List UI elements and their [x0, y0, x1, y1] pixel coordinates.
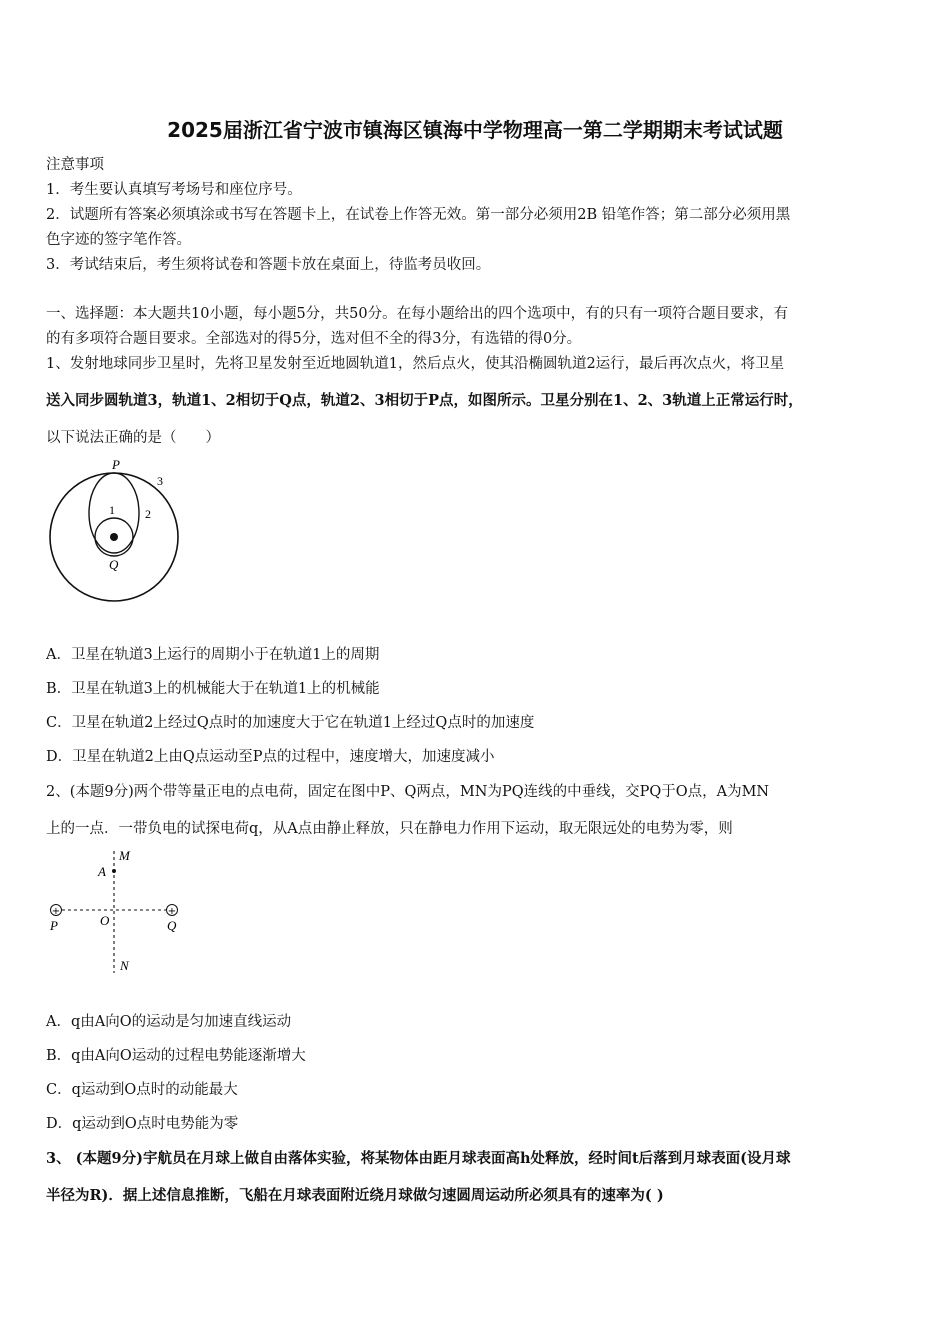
notice-item: 2．试题所有答案必须填涂或书写在答题卡上，在试卷上作答无效。第一部分必须用2B 铅笔作答；第二部分必须用黑 — [46, 207, 791, 223]
question-2-option-a: A．q由A向O的运动是匀加速直线运动 — [46, 1014, 292, 1030]
question-1-stem: 以下说法正确的是（ ） — [46, 430, 220, 446]
page-title: 2025届浙江省宁波市镇海区镇海中学物理高一第二学期期末考试试题 — [167, 118, 783, 142]
section-intro: 的有多项符合题目要求。全部选对的得5分，选对但不全的得3分，有选错的得0分。 — [46, 331, 582, 347]
label-p: P — [112, 457, 120, 472]
section-intro: 一、选择题：本大题共10小题，每小题5分，共50分。在每小题给出的四个选项中，有的只有一项符合题目要求，有 — [46, 306, 789, 322]
question-2-stem: 2、(本题9分)两个带等量正电的点电荷，固定在图中P、Q两点，MN为PQ连线的中垂线，交PQ于O点，A为MN — [46, 784, 770, 800]
question-1-stem: 1、发射地球同步卫星时，先将卫星发射至近地圆轨道1，然后点火，使其沿椭圆轨道2运行，最后再次点火，将卫星 — [46, 356, 785, 372]
notice-heading: 注意事项 — [46, 157, 104, 173]
label-orbit-1: 1 — [109, 503, 115, 517]
question-3-stem: 半径为R)．据上述信息推断，飞船在月球表面附近绕月球做匀速圆周运动所必须具有的速率为( ) — [46, 1187, 664, 1204]
orbit-diagram — [46, 455, 186, 610]
point-a — [112, 869, 116, 873]
notice-item: 色字迹的签字笔作答。 — [46, 232, 191, 248]
label-q: Q — [109, 557, 119, 572]
label-q: Q — [167, 918, 177, 933]
label-m: M — [119, 848, 130, 863]
question-1-option-c: C．卫星在轨道2上经过Q点时的加速度大于它在轨道1上经过Q点时的加速度 — [46, 715, 535, 731]
label-a: A — [98, 864, 106, 879]
question-2-stem: 上的一点．一带负电的试探电荷q，从A点由静止释放，只在静电力作用下运动，取无限远处的电势为零，则 — [46, 821, 733, 837]
label-orbit-2: 2 — [145, 507, 151, 521]
label-o: O — [100, 913, 110, 928]
question-2-option-c: C．q运动到O点时的动能最大 — [46, 1082, 238, 1098]
notice-item: 3．考试结束后，考生须将试卷和答题卡放在桌面上，待监考员收回。 — [46, 257, 491, 273]
label-orbit-3: 3 — [157, 474, 163, 488]
question-1-option-b: B．卫星在轨道3上的机械能大于在轨道1上的机械能 — [46, 681, 380, 697]
label-n: N — [120, 958, 129, 973]
question-2-option-b: B．q由A向O运动的过程电势能逐渐增大 — [46, 1048, 306, 1064]
question-3-stem: 3、 (本题9分)宇航员在月球上做自由落体实验，将某物体由距月球表面高h处释放，经时间t后落到月球表面(设月球 — [46, 1150, 791, 1167]
plus-p: + — [51, 906, 61, 917]
label-p: P — [50, 918, 58, 933]
plus-q: + — [167, 906, 177, 917]
question-1-option-d: D．卫星在轨道2上由Q点运动至P点的过程中，速度增大，加速度减小 — [46, 749, 495, 765]
charge-diagram — [46, 845, 196, 980]
earth-dot — [110, 533, 118, 541]
notice-item: 1．考生要认真填写考场号和座位序号。 — [46, 182, 302, 198]
question-1-option-a: A．卫星在轨道3上运行的周期小于在轨道1上的周期 — [46, 647, 380, 663]
question-1-stem: 送入同步圆轨道3，轨道1、2相切于Q点，轨道2、3相切于P点，如图所示。卫星分别在1、2、3轨道上正常运行时， — [46, 392, 803, 409]
question-2-option-d: D．q运动到O点时电势能为零 — [46, 1116, 239, 1132]
